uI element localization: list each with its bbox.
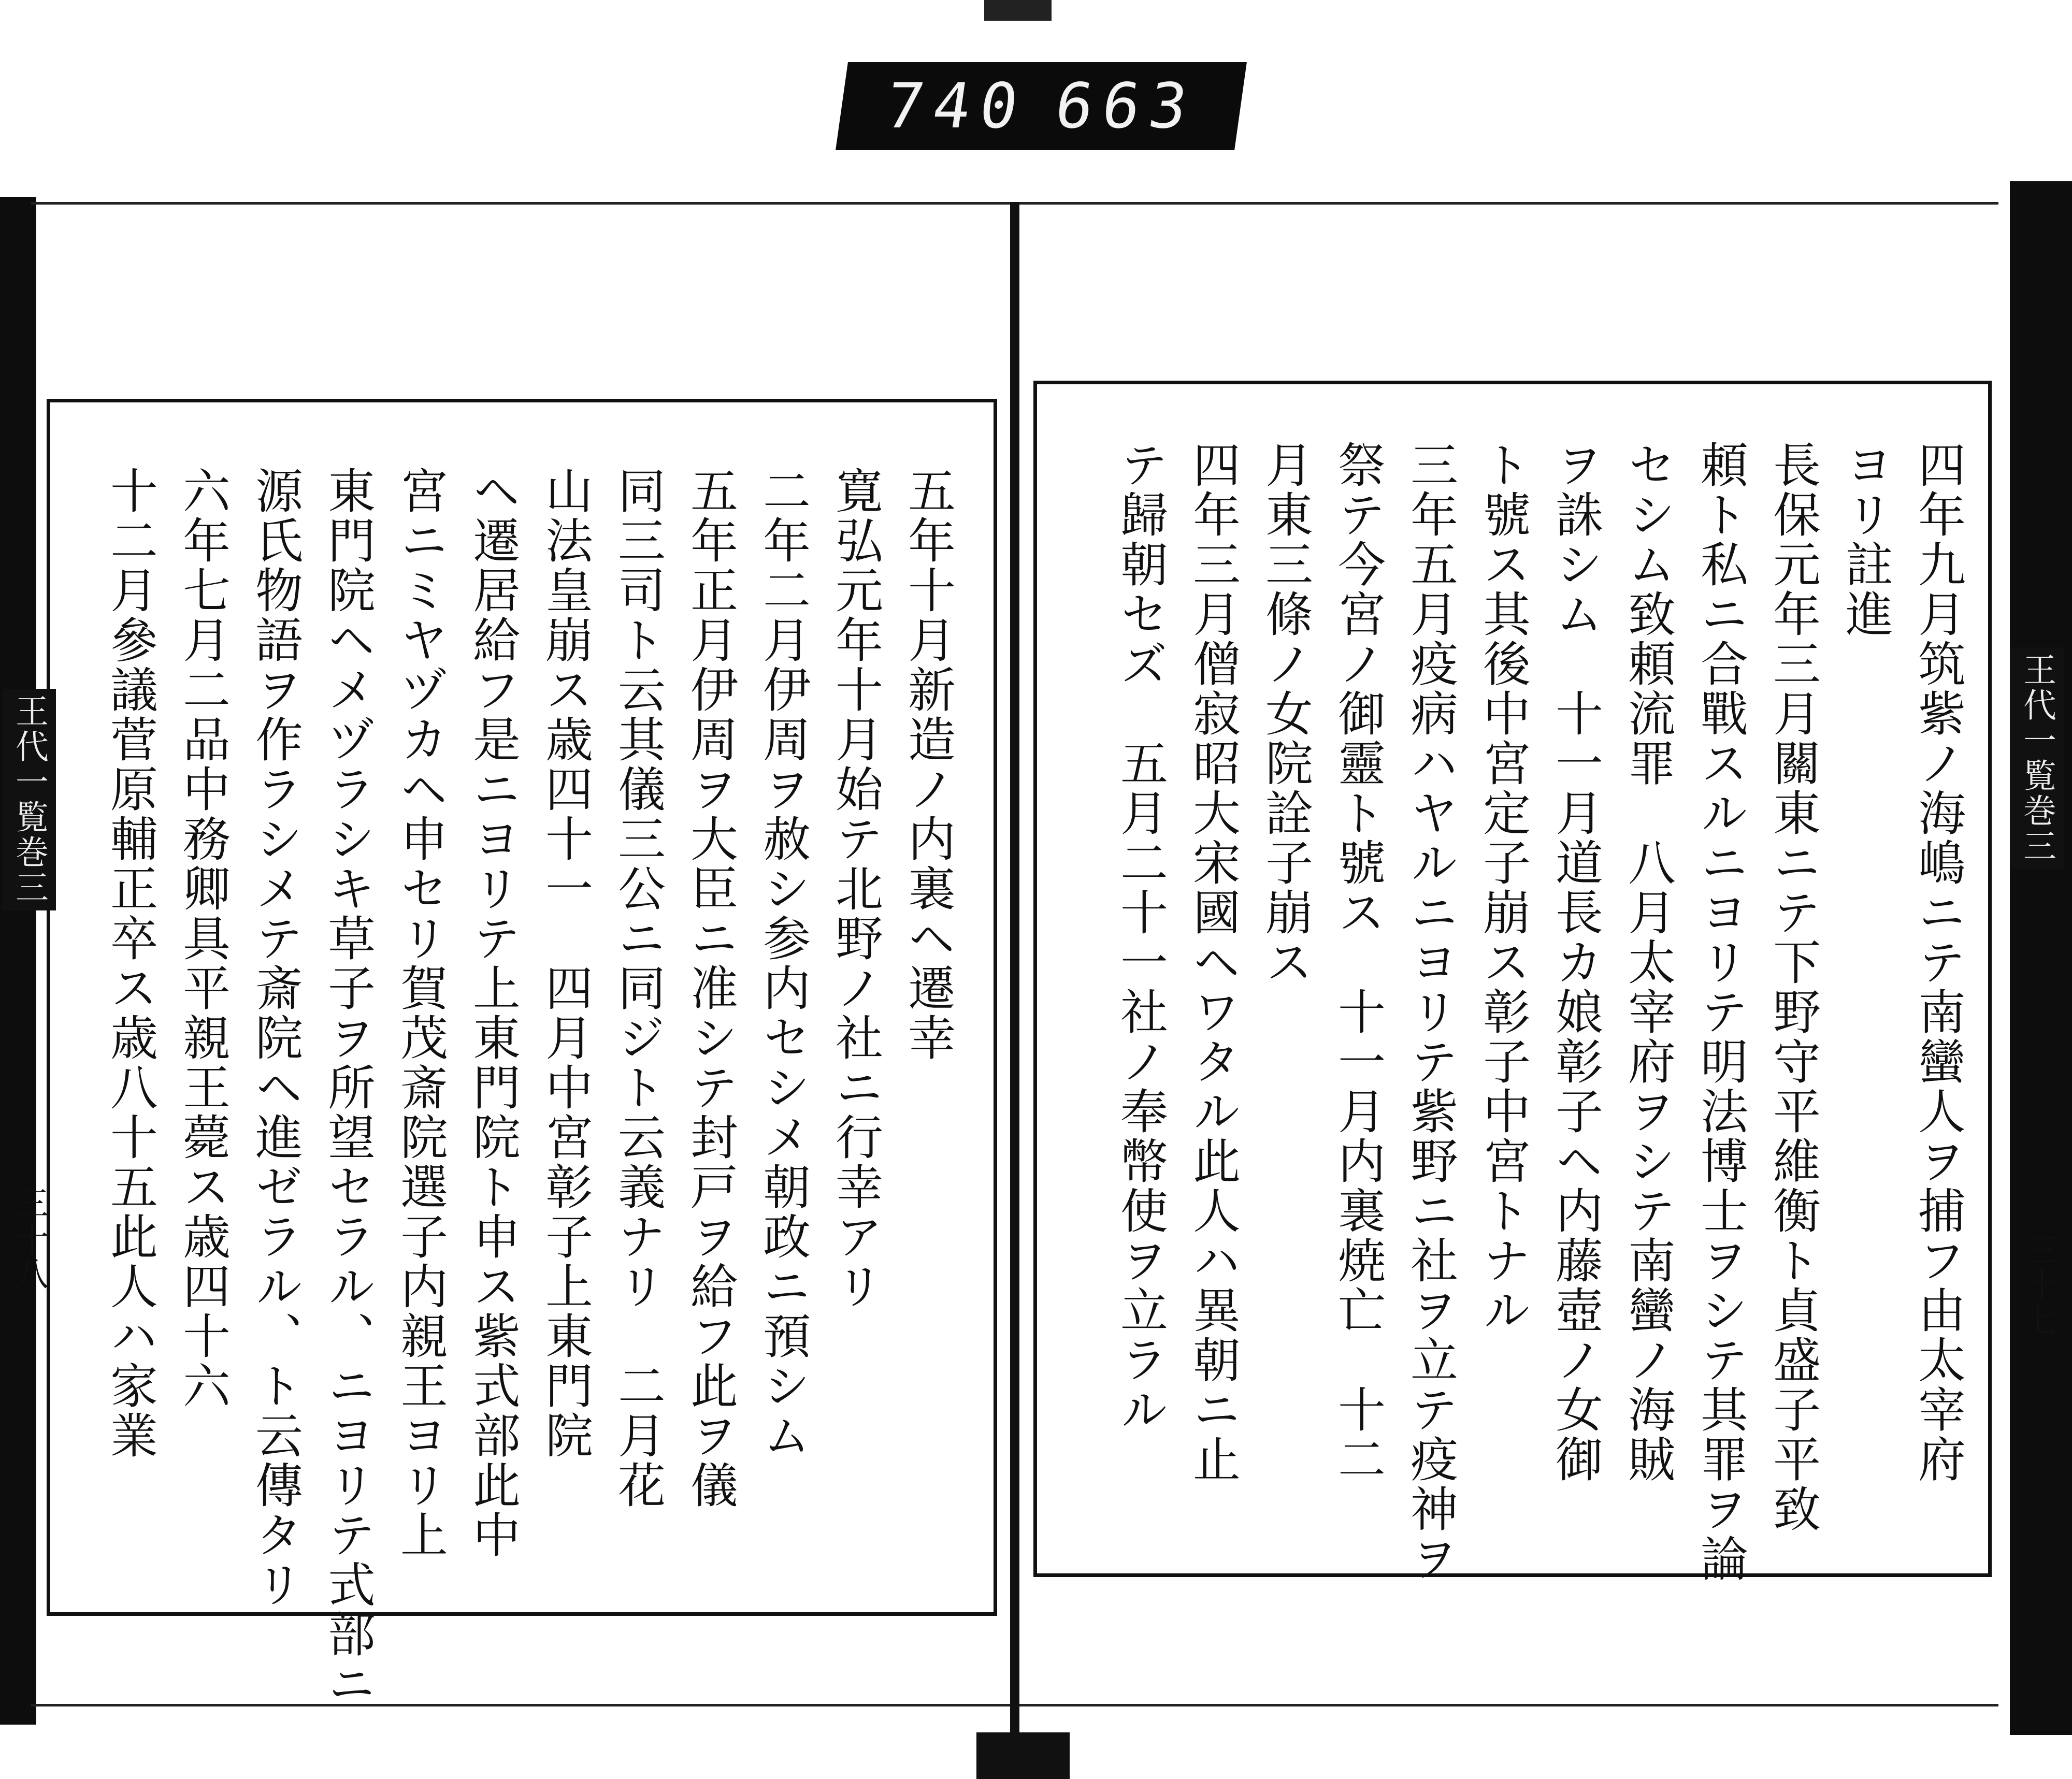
right-column-12: テ歸朝セズ 五月二十一社ノ奉幣使ヲ立ラル (1113, 440, 1168, 1435)
spine-top-shadow (984, 0, 1052, 21)
left-folio-number: 三十八 (10, 1186, 48, 1292)
right-page-bottom-edge (1019, 1704, 1998, 1706)
right-column-6: ヲ誅シム 十一月道長カ娘彰子ヘ内藤壺ノ女御 (1548, 440, 1603, 1484)
left-outer-edge (0, 197, 36, 1725)
left-column-4: 五年正月伊周ヲ大臣ニ准シテ封戸ヲ給フ此ヲ儀 (683, 466, 738, 1510)
left-column-8: 宮ニミヤヅカヘ申セリ賀茂斎院選子内親王ヨリ上 (393, 466, 448, 1560)
left-column-6: 山法皇崩ス歳四十一 四月中宮彰子上東門院 (538, 466, 593, 1460)
left-column-5: 同三司ト云其儀三公ニ同ジト云義ナリ 二月花 (610, 466, 666, 1510)
right-column-10: 月東三條ノ女院詮子崩ス (1258, 440, 1313, 987)
right-column-11: 四年三月僧寂昭大宋國ヘワタル此人ハ異朝ニ止 (1185, 440, 1241, 1484)
archive-id-label (836, 62, 1247, 150)
right-column-9: 祭テ今宮ノ御靈ト號ス 十一月内裏焼亡 十二 (1330, 440, 1386, 1484)
spine-bottom-shadow (976, 1732, 1070, 1779)
right-column-8: 三年五月疫病ハヤルニヨリテ紫野ニ社ヲ立テ疫神ヲ (1403, 440, 1458, 1584)
left-page-top-edge (31, 202, 1010, 205)
left-column-11: 六年七月二品中務卿具平親王薨ス歳四十六 (175, 466, 231, 1411)
right-folio-number: 三十七 (2020, 1233, 2058, 1338)
right-column-5: セシム致頼流罪 八月太宰府ヲシテ南蠻ノ海賊 (1620, 440, 1676, 1484)
right-side-title: 王代一覧巻三 (2010, 647, 2064, 869)
left-column-7: ヘ遷居給フ是ニヨリテ上東門院ト申ス紫式部此中 (465, 466, 521, 1560)
right-column-1: 四年九月筑紫ノ海嶋ニテ南蠻人ヲ捕フ由太宰府 (1910, 440, 1966, 1484)
archive-id-right: 663 (1051, 70, 1201, 142)
right-page-top-edge (1019, 202, 1998, 205)
right-column-7: ト號ス其後中宮定子崩ス彰子中宮トナル (1475, 440, 1531, 1335)
left-column-3: 二年二月伊周ヲ赦シ参内セシメ朝政ニ預シム (755, 466, 811, 1460)
book-spine (1010, 202, 1019, 1779)
right-column-4: 頼ト私ニ合戰スルニヨリテ明法博士ヲシテ其罪ヲ論 (1693, 440, 1748, 1584)
right-outer-edge (2010, 181, 2072, 1735)
right-column-2: ヨリ註進 (1838, 440, 1893, 639)
left-page-bottom-edge (31, 1704, 1010, 1706)
left-side-title: 王代一覧巻三 (2, 689, 56, 910)
left-column-2: 寛弘元年十月始テ北野ノ社ニ行幸アリ (828, 466, 883, 1311)
left-column-1: 五年十月新造ノ内裏ヘ遷幸 (900, 466, 956, 1063)
archive-id-left: 740 (881, 70, 1032, 142)
left-column-10: 源氏物語ヲ作ラシメテ斎院ヘ進ゼラル、ト云傳タリ (248, 466, 303, 1610)
left-column-12: 十二月參議菅原輔正卒ス歳八十五此人ハ家業 (103, 466, 158, 1460)
right-column-3: 長保元年三月關東ニテ下野守平維衡ト貞盛子平致 (1765, 440, 1821, 1534)
left-column-9: 東門院ヘメヅラシキ草子ヲ所望セラル、ニヨリテ式部ニ (320, 466, 376, 1709)
